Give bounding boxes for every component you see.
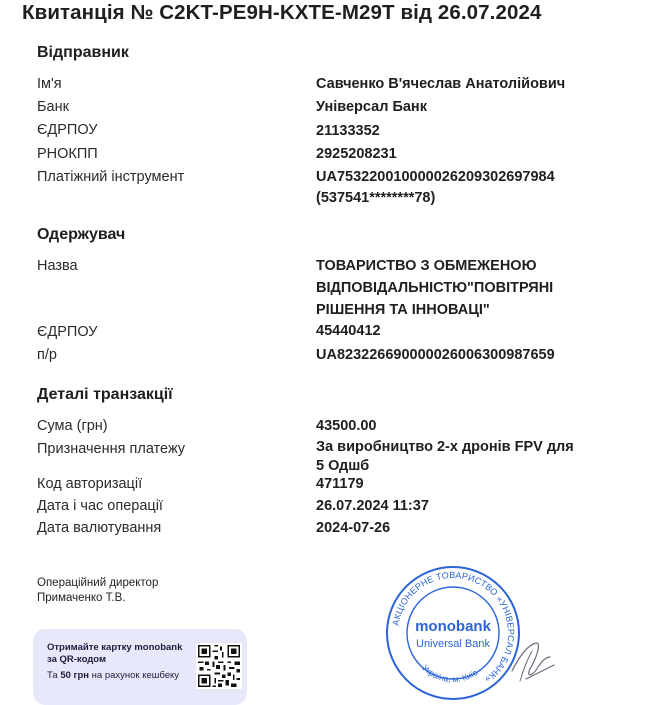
purpose-line: 5 Одшб	[316, 458, 370, 474]
stamp-brand-sub: Universal Bank	[416, 638, 490, 650]
amount-value: 43500.00	[316, 418, 377, 434]
handwritten-signature	[506, 637, 562, 687]
qr-code-icon[interactable]	[196, 643, 242, 689]
stamp-ring-text: АКЦІОНЕРНЕ ТОВАРИСТВО «УНІВЕРСАЛ БАНК»	[390, 569, 517, 685]
recipient-name-label: Назва	[37, 258, 78, 274]
promo-card[interactable]	[33, 629, 247, 705]
recipient-account-label: п/р	[37, 347, 57, 363]
promo-prefix: Та	[47, 670, 61, 681]
stamp-city: Україна, м. Київ	[420, 662, 480, 685]
sender-card-mask: (537541********78)	[316, 190, 436, 206]
sender-edrpou-value: 21133352	[316, 123, 380, 139]
signatory-position: Операційний директор	[37, 577, 159, 589]
sender-edrpou-label: ЄДРПОУ	[37, 122, 98, 138]
datetime-value: 26.07.2024 11:37	[316, 498, 429, 514]
amount-label: Сума (грн)	[37, 418, 108, 434]
recipient-account-value: UA823226690000026006300987659	[316, 347, 555, 363]
recipient-edrpou-value: 45440412	[316, 323, 381, 339]
recipient-name-value	[316, 255, 553, 321]
sender-heading: Відправник	[37, 44, 129, 61]
svg-text:Україна, м. Київ	[420, 663, 480, 684]
purpose-value	[316, 438, 574, 476]
receipt-title: Квитанція № C2KT-PE9H-KXTE-M29T від 26.07.2024	[22, 1, 542, 24]
recipient-heading: Одержувач	[37, 226, 126, 243]
sender-bank-label: Банк	[37, 99, 69, 115]
sender-bank-value: Універсал Банк	[316, 99, 427, 115]
sender-name-label: Ім'я	[37, 76, 62, 92]
value-date-label: Дата валютування	[37, 520, 162, 536]
promo-suffix: на рахунок кешбеку	[89, 670, 180, 681]
promo-bonus-text	[47, 670, 179, 682]
recipient-name-line: ТОВАРИСТВО З ОБМЕЖЕНОЮ	[316, 258, 537, 274]
recipient-name-line: РІШЕННЯ ТА ІННОВАЦІ"	[316, 302, 490, 318]
sender-instrument-label: Платіжний інструмент	[37, 169, 185, 185]
recipient-name-line: ВІДПОВІДАЛЬНІСТЮ"ПОВІТРЯНІ	[316, 280, 554, 296]
signatory-block	[37, 576, 158, 606]
sender-name-value: Савченко В'ячеслав Анатолійович	[316, 76, 566, 92]
auth-code-value: 471179	[316, 476, 364, 492]
purpose-label: Призначення платежу	[37, 441, 186, 457]
purpose-line: За виробництво 2-х дронів FPV для	[316, 439, 574, 455]
stamp-brand: monobank	[415, 618, 491, 635]
auth-code-label: Код авторизації	[37, 476, 143, 492]
sender-iban: UA753220010000026209302697984	[316, 169, 555, 185]
recipient-edrpou-label: ЄДРПОУ	[37, 324, 98, 340]
signatory-name: Примаченко Т.В.	[37, 592, 126, 604]
promo-text: Отримайте картку monobank за QR-кодом	[47, 642, 183, 665]
promo-bonus-amount: 50 грн	[60, 670, 90, 681]
datetime-label: Дата і час операції	[37, 498, 163, 514]
sender-rnokpp-value: 2925208231	[316, 146, 397, 162]
value-date-value: 2024-07-26	[316, 520, 391, 536]
details-heading: Деталі транзакції	[37, 386, 173, 403]
bank-stamp	[385, 565, 521, 701]
sender-instrument-value	[316, 167, 555, 209]
sender-rnokpp-label: РНОКПП	[37, 146, 98, 162]
